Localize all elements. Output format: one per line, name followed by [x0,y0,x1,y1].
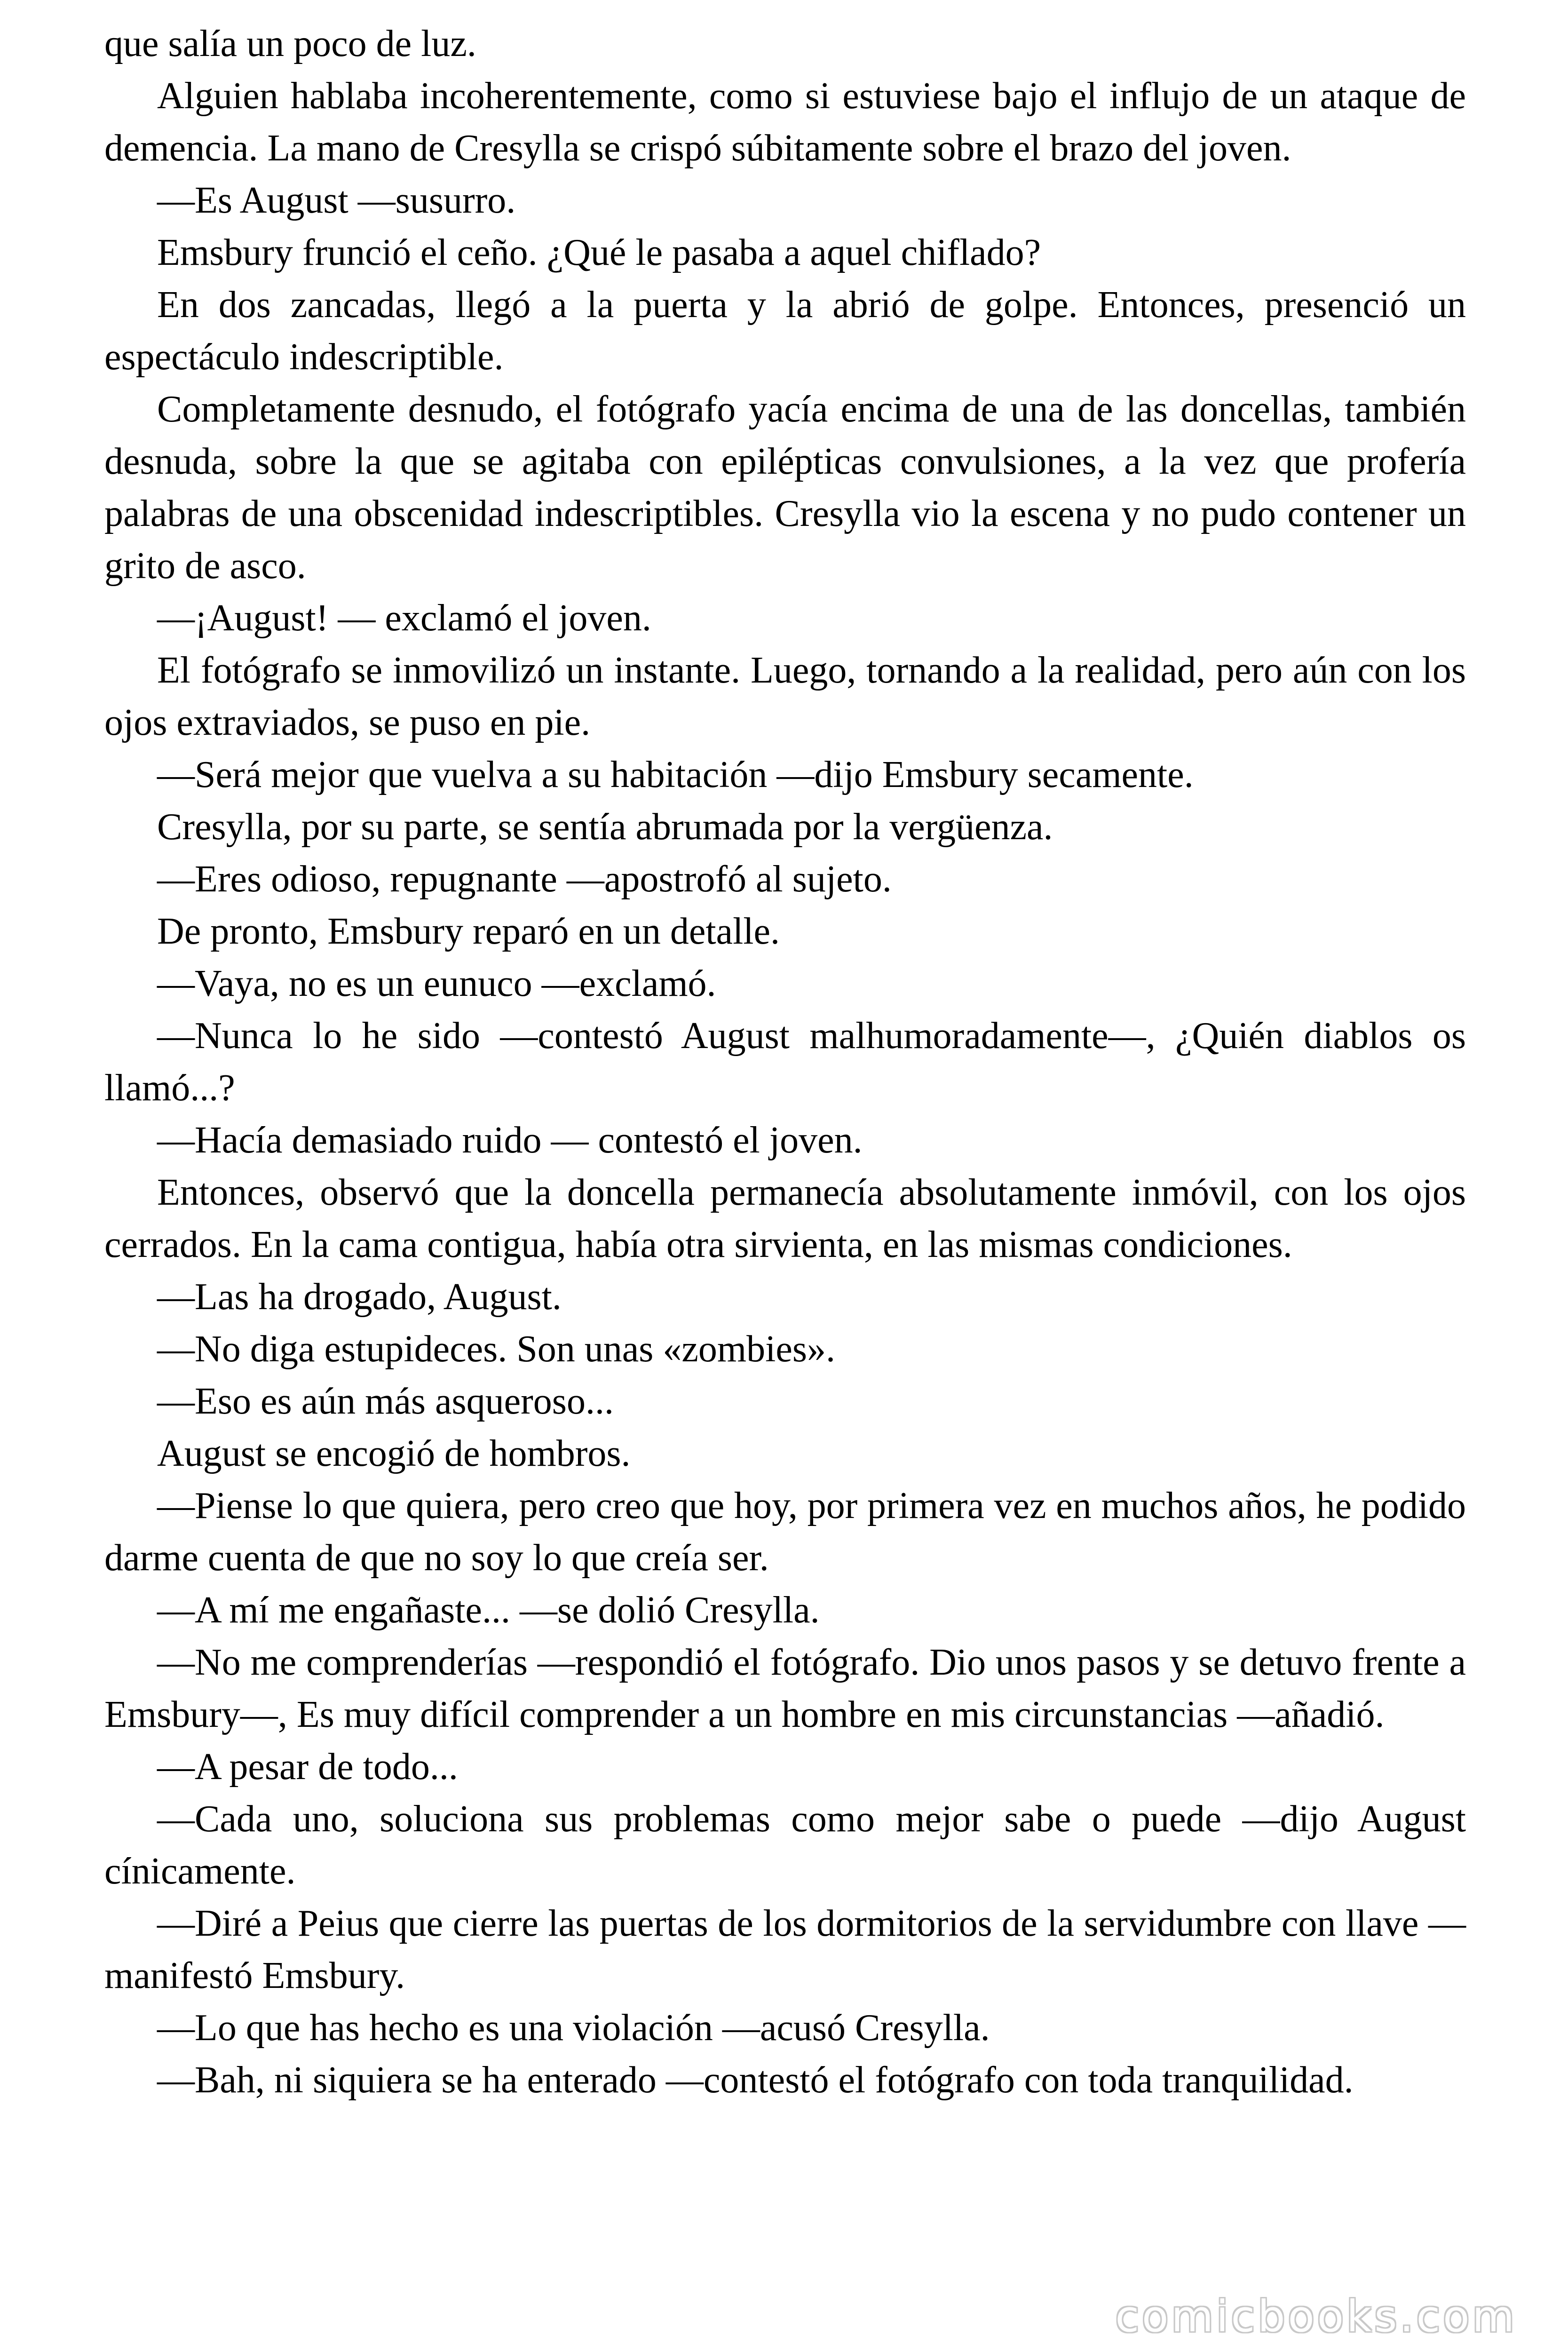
paragraph: —A mí me engañaste... —se dolió Cresylla. [157,1589,820,1631]
paragraph: Emsbury frunció el ceño. ¿Qué le pasaba a aquel chiflado? [157,232,1041,273]
paragraph: August se encogió de hombros. [157,1433,631,1474]
paragraph: —Vaya, no es un eunuco —exclamó. [157,963,716,1004]
paragraph: Alguien hablaba incoherentemente, como si estuviese bajo el influjo de un ataque de demencia. La mano de Cresylla se crispó súbitamente sobre el brazo del joven. [104,75,1466,169]
watermark: comicbooks.com [1115,2291,1517,2342]
paragraph: —Es August —susurro. [157,180,516,221]
paragraph: —Cada uno, soluciona sus problemas como mejor sabe o puede —dijo August cínicamente. [104,1798,1466,1892]
paragraph: Cresylla, por su parte, se sentía abrumada por la vergüenza. [157,806,1053,848]
paragraph: —Bah, ni siquiera se ha enterado —contestó el fotógrafo con toda tranquilidad. [157,2059,1354,2101]
paragraph: En dos zancadas, llegó a la puerta y la abrió de golpe. Entonces, presenció un espectáculo indescriptible. [104,284,1466,378]
paragraph: —Piense lo que quiera, pero creo que hoy, por primera vez en muchos años, he podido darme cuenta de que no soy lo que creía ser. [104,1485,1466,1579]
paragraph: —Eres odioso, repugnante —apostrofó al sujeto. [157,858,892,900]
paragraph: Completamente desnudo, el fotógrafo yacía encima de una de las doncellas, también desnuda, sobre la que se agitaba con epilépticas convulsiones, a la vez que profería palabras de una obscenidad indescriptibles. Cresylla vio la escena y no pudo contener un grito de asco. [104,389,1466,587]
paragraph: —Diré a Peius que cierre las puertas de los dormitorios de la servidumbre con llave —manifestó Emsbury. [104,1903,1466,1996]
paragraph: —Las ha drogado, August. [157,1276,562,1318]
paragraph: —¡August! — exclamó el joven. [157,597,651,639]
paragraph: —Lo que has hecho es una violación —acusó Cresylla. [157,2007,990,2049]
paragraph: —Hacía demasiado ruido — contestó el joven. [157,1120,863,1161]
paragraph: De pronto, Emsbury reparó en un detalle. [157,911,780,952]
page-body [104,18,1466,2106]
paragraph: —A pesar de todo... [157,1746,458,1788]
paragraph: —No me comprenderías —respondió el fotógrafo. Dio unos pasos y se detuvo frente a Emsbury—, Es muy difícil comprender a un hombre en mis circunstancias —añadió. [104,1642,1466,1735]
paragraph: Entonces, observó que la doncella permanecía absolutamente inmóvil, con los ojos cerrados. En la cama contigua, había otra sirvienta, en las mismas condiciones. [104,1172,1466,1265]
paragraph: —Nunca lo he sido —contestó August malhumoradamente—, ¿Quién diablos os llamó...? [104,1015,1466,1109]
paragraph: —No diga estupideces. Son unas «zombies». [157,1328,835,1370]
paragraph: —Eso es aún más asqueroso... [157,1381,614,1422]
paragraph: El fotógrafo se inmovilizó un instante. Luego, tornando a la realidad, pero aún con los ojos extraviados, se puso en pie. [104,650,1466,743]
paragraph: que salía un poco de luz. [104,23,476,64]
paragraph: —Será mejor que vuelva a su habitación —dijo Emsbury secamente. [157,754,1194,795]
